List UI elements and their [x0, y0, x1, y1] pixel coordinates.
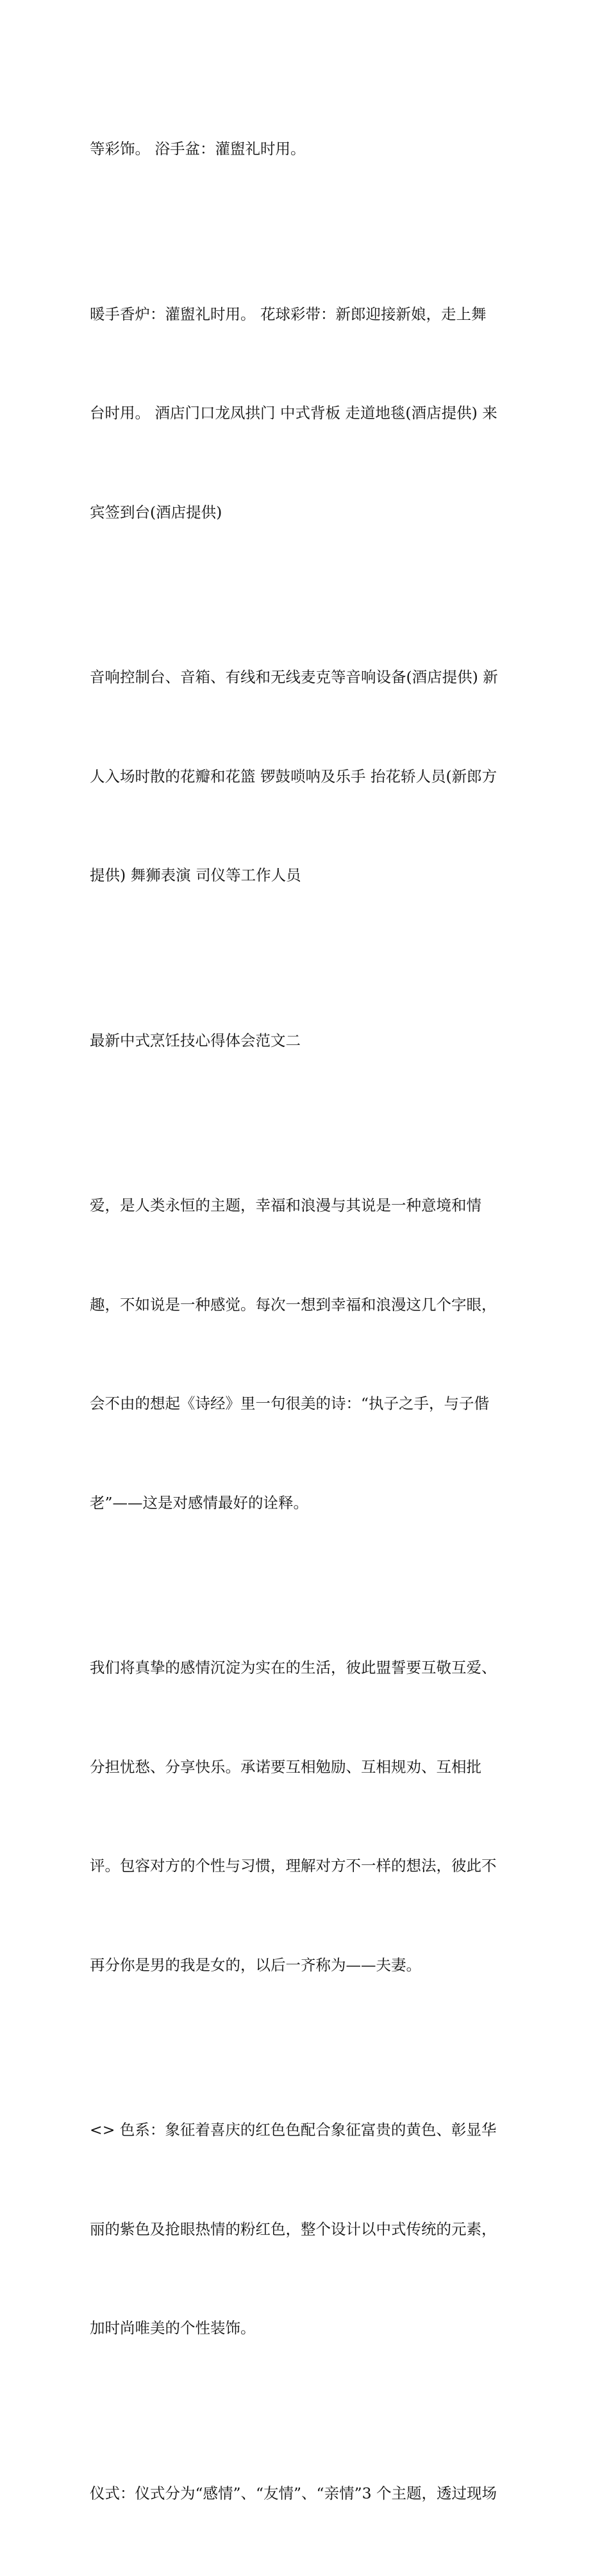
- text-line: <> 色系：象征着喜庆的红色色配合象征富贵的黄色、彰显华: [90, 2114, 526, 2147]
- section-heading: [90, 958, 526, 1124]
- document-page: [0, 0, 609, 788]
- document-body: [90, 67, 526, 2576]
- text-line: 人入场时散的花瓣和花篮 锣鼓唢呐及乐手 抬花轿人员(新郎方: [90, 760, 526, 794]
- paragraph-equipment-staff: [90, 595, 526, 958]
- paragraph-ceremony-props: [90, 232, 526, 596]
- text-line: 趣，不如说是一种感觉。每次一想到幸福和浪漫这几个字眼，: [90, 1289, 526, 1322]
- paragraph-color-scheme: [90, 2048, 526, 2411]
- text-line: 会不由的想起《诗经》里一句很美的诗：“执子之手，与子偕: [90, 1387, 526, 1421]
- text-line: 老”——这是对感情最好的诠释。: [90, 1487, 526, 1520]
- paragraph-ritual: [90, 2411, 526, 2576]
- text-line: 分担忧愁、分享快乐。承诺要互相勉励、互相规劝、互相批: [90, 1751, 526, 1784]
- paragraph-decor-items: [90, 67, 526, 232]
- text-line: 音响控制台、音箱、有线和无线麦克等音响设备(酒店提供) 新: [90, 661, 526, 694]
- paragraph-vows: [90, 1585, 526, 2048]
- paragraph-love-theme: [90, 1123, 526, 1585]
- text-line: 再分你是男的我是女的，以后一齐称为——夫妻。: [90, 1949, 526, 1982]
- text-line: 加时尚唯美的个性装饰。: [90, 2312, 526, 2345]
- text-line: 暖手香炉：灌盥礼时用。 花球彩带：新郎迎接新娘，走上舞: [90, 298, 526, 331]
- text-line: 仪式：仪式分为“感情”、“友情”、“亲情”3 个主题，透过现场: [90, 2477, 526, 2511]
- heading-line: 最新中式烹饪技心得体会范文二: [90, 1025, 526, 1058]
- text-line: 评。包容对方的个性与习惯，理解对方不一样的想法，彼此不: [90, 1850, 526, 1883]
- text-line: 台时用。 酒店门口龙凤拱门 中式背板 走道地毯(酒店提供) 来: [90, 397, 526, 430]
- text-line: 宾签到台(酒店提供): [90, 496, 526, 530]
- text-line: 我们将真挚的感情沉淀为实在的生活，彼此盟誓要互敬互爱、: [90, 1652, 526, 1685]
- text-line: 爱，是人类永恒的主题，幸福和浪漫与其说是一种意境和情: [90, 1189, 526, 1223]
- text-line: 等彩饰。 浴手盆：灌盥礼时用。: [90, 133, 526, 166]
- text-line: 丽的紫色及抢眼热情的粉红色，整个设计以中式传统的元素，: [90, 2213, 526, 2246]
- text-line: 提供) 舞狮表演 司仪等工作人员: [90, 859, 526, 892]
